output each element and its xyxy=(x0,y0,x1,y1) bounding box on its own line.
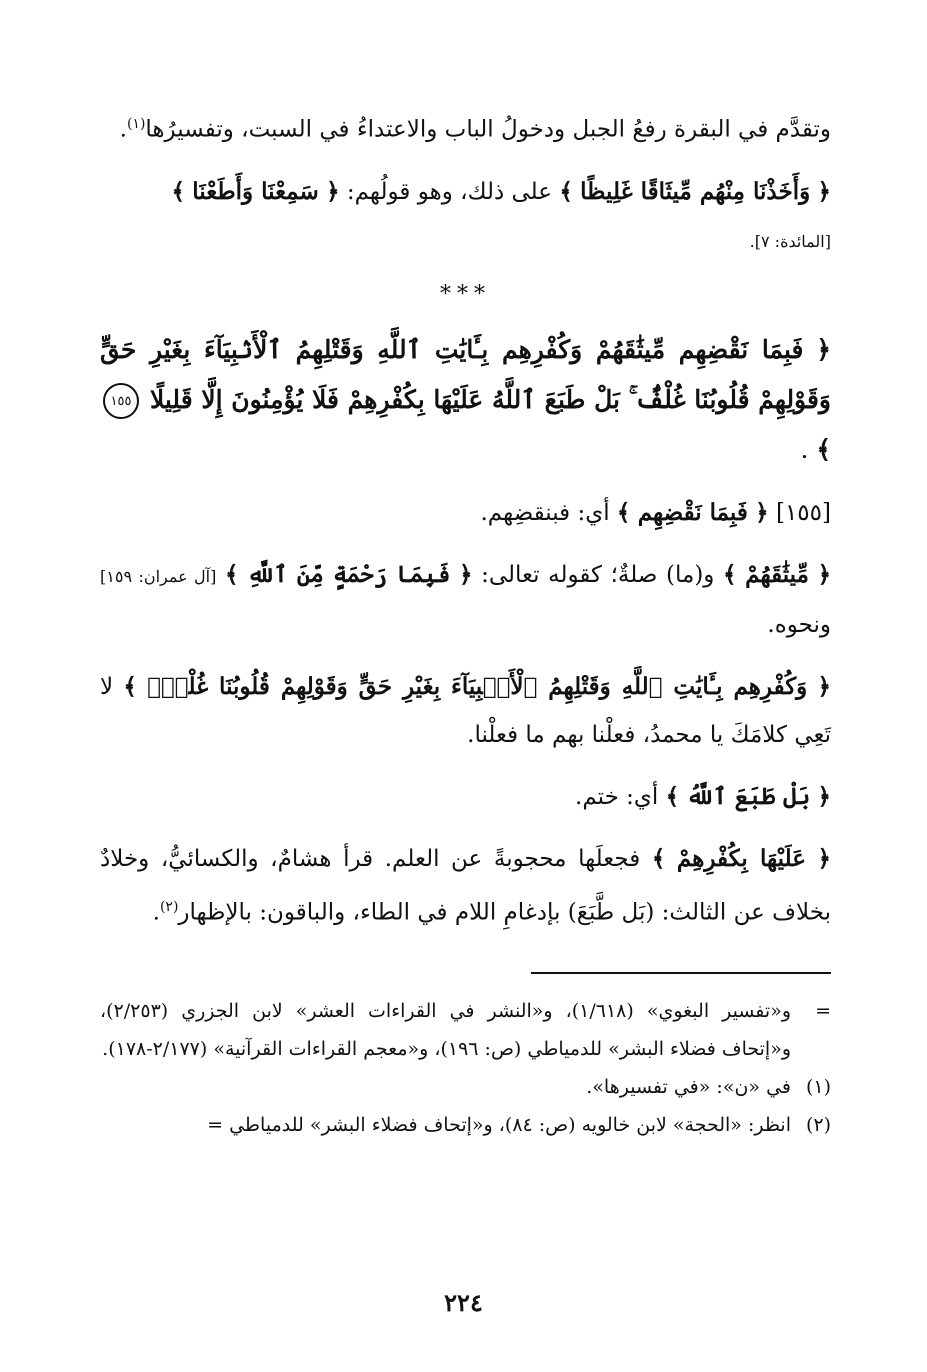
quran-bracket-open: ﴿ xyxy=(817,844,832,872)
paragraph-text: وتقدَّم في البقرة رفعُ الجبل ودخولُ الباب والاعتداءُ في السبت، وتفسيرُها xyxy=(145,116,831,143)
quran-quote: مِّيثَٰقَهُمْ xyxy=(745,560,809,588)
paragraph-text: فجعلَها محجوبةً عن العلم. قرأ هشامٌ، والكسائيُّ، وخلادٌ بخلاف عن الثالث: (بَل طَّبَعَ) بإدغامِ اللام في الطاء، والباقون: بالإظهار xyxy=(100,845,831,926)
continuation-marker: = xyxy=(815,1000,831,1023)
page-number: ٢٢٤ xyxy=(444,1288,483,1317)
quran-quote: عَلَيْهَا بِكُفْرِهِمْ xyxy=(676,844,806,872)
quran-bracket-close: ﴾ xyxy=(816,434,831,464)
punctuation: . xyxy=(152,899,160,926)
paragraph-verse-number xyxy=(100,489,831,537)
paragraph-covenant xyxy=(100,168,831,266)
quran-bracket-close: ﴾ xyxy=(651,844,666,872)
verse-block xyxy=(100,325,831,475)
quran-bracket-close: ﴾ xyxy=(723,560,737,588)
quran-bracket-close: ﴾ xyxy=(171,177,185,205)
paragraph-mithaq xyxy=(100,551,831,649)
quran-bracket-open: ﴿ xyxy=(326,177,340,205)
footnote-marker: (٢) xyxy=(159,898,179,915)
ayah-number-medallion: ١٥٥ xyxy=(103,383,139,419)
quran-bracket-open: ﴿ xyxy=(817,672,831,700)
quran-bracket-close: ﴾ xyxy=(665,782,680,810)
surah-reference: [آل عمران: ١٥٩] xyxy=(100,566,217,586)
quran-quote: فَبِمَا نَقْضِهِم xyxy=(637,498,748,526)
footnote-number: (١) xyxy=(805,1076,831,1099)
footnote-text: في «ن»: «في تفسيرها». xyxy=(586,1076,791,1099)
footnote-text: و«تفسير البغوي» (١/٦١٨)، و«النشر في القراءات العشر» لابن الجزري (٢/٢٥٣)، و«إتحاف فضلاء البشر» للدمياطي (ص: ١٩٦)، و«معجم القراءات القرآنية» (٢/١٧٧-١٧٨). xyxy=(100,1000,791,1061)
quran-bracket-open: ﴿ xyxy=(817,177,831,205)
quran-bracket-close: ﴾ xyxy=(559,177,573,205)
paragraph-text: أي: ختم. xyxy=(575,783,659,810)
quran-quote: فَبِمَا رَحْمَةٍ مِّنَ ٱللَّهِ xyxy=(247,560,451,588)
footnotes xyxy=(100,992,831,1144)
verse-number: [١٥٥] xyxy=(775,499,831,526)
surah-reference: [المائدة: ٧]. xyxy=(749,231,831,251)
quran-bracket-close: ﴾ xyxy=(123,672,137,700)
quran-bracket-open: ﴿ xyxy=(458,560,473,588)
quran-bracket-close: ﴾ xyxy=(225,560,239,588)
paragraph-text: ونحوه. xyxy=(767,611,831,638)
footnote-separator-rule xyxy=(531,972,831,974)
quran-quote: بَلْ طَبَعَ ٱللَّهُ xyxy=(686,782,811,810)
quran-bracket-close: ﴾ xyxy=(616,498,631,526)
quran-quote: وَكُفْرِهِم بِـَٔايَٰتِ ٱللَّهِ وَقَتْلِهِمُ ٱلْأَنۢبِيَآءَ بِغَيْرِ حَقٍّ وَقَوْلِهِمْ قُلُوبُنَا غُلْفٌۢ xyxy=(147,672,808,700)
punctuation: . xyxy=(800,434,809,464)
paragraph-text: لا تَعِي كلامَكَ يا محمدُ، فعلْنا بهم ما فعلْنا. xyxy=(100,673,831,748)
quran-quote: سَمِعْنَا وَأَطَعْنَا xyxy=(192,177,319,205)
quran-bracket-open: ﴿ xyxy=(817,782,831,810)
paragraph-intro xyxy=(100,100,831,154)
footnote-marker: (١) xyxy=(126,116,146,132)
paragraph-text: و(ما) صلةٌ؛ كقوله تعالى: xyxy=(481,561,715,588)
paragraph-text: أي: فبنقضِهم. xyxy=(480,499,610,526)
footnote-item xyxy=(100,1068,831,1106)
quran-quote: وَأَخَذْنَا مِنْهُم مِّيثَاقًا غَلِيظًا xyxy=(580,177,811,205)
paragraph-readings xyxy=(100,835,831,937)
footnote-continuation xyxy=(100,992,831,1068)
punctuation: . xyxy=(119,116,127,143)
footnote-text: انظر: «الحجة» لابن خالويه (ص: ٨٤)، و«إتحاف فضلاء البشر» للدمياطي = xyxy=(207,1114,791,1137)
verse-text: فَبِمَا نَقْضِهِم مِّيثَٰقَهُمْ وَكُفْرِهِم بِـَٔايَٰتِ ٱللَّهِ وَقَتْلِهِمُ ٱلْأَنۢبِيَآءَ بِغَيْرِ حَقٍّ وَقَوْلِهِمْ قُلُوبُنَا غُلْفٌۢ ۚ بَلْ طَبَعَ ٱللَّهُ عَلَيْهَا بِكُفْرِهِمْ فَلَا يُؤْمِنُونَ إِلَّا قَلِيلًا xyxy=(100,334,831,414)
quran-bracket-open: ﴿ xyxy=(817,560,832,588)
footnote-rule-wrap xyxy=(100,972,831,974)
paragraph-kufr xyxy=(100,663,831,759)
footnote-item xyxy=(100,1106,831,1144)
section-separator: *** xyxy=(440,281,491,307)
paragraph-text: على ذلك، وهو قولُهم: xyxy=(346,178,553,205)
footnote-number: (٢) xyxy=(805,1114,831,1137)
quran-bracket-open: ﴿ xyxy=(816,334,831,364)
paragraph-tabaa xyxy=(100,773,831,821)
quran-bracket-open: ﴿ xyxy=(755,498,769,526)
